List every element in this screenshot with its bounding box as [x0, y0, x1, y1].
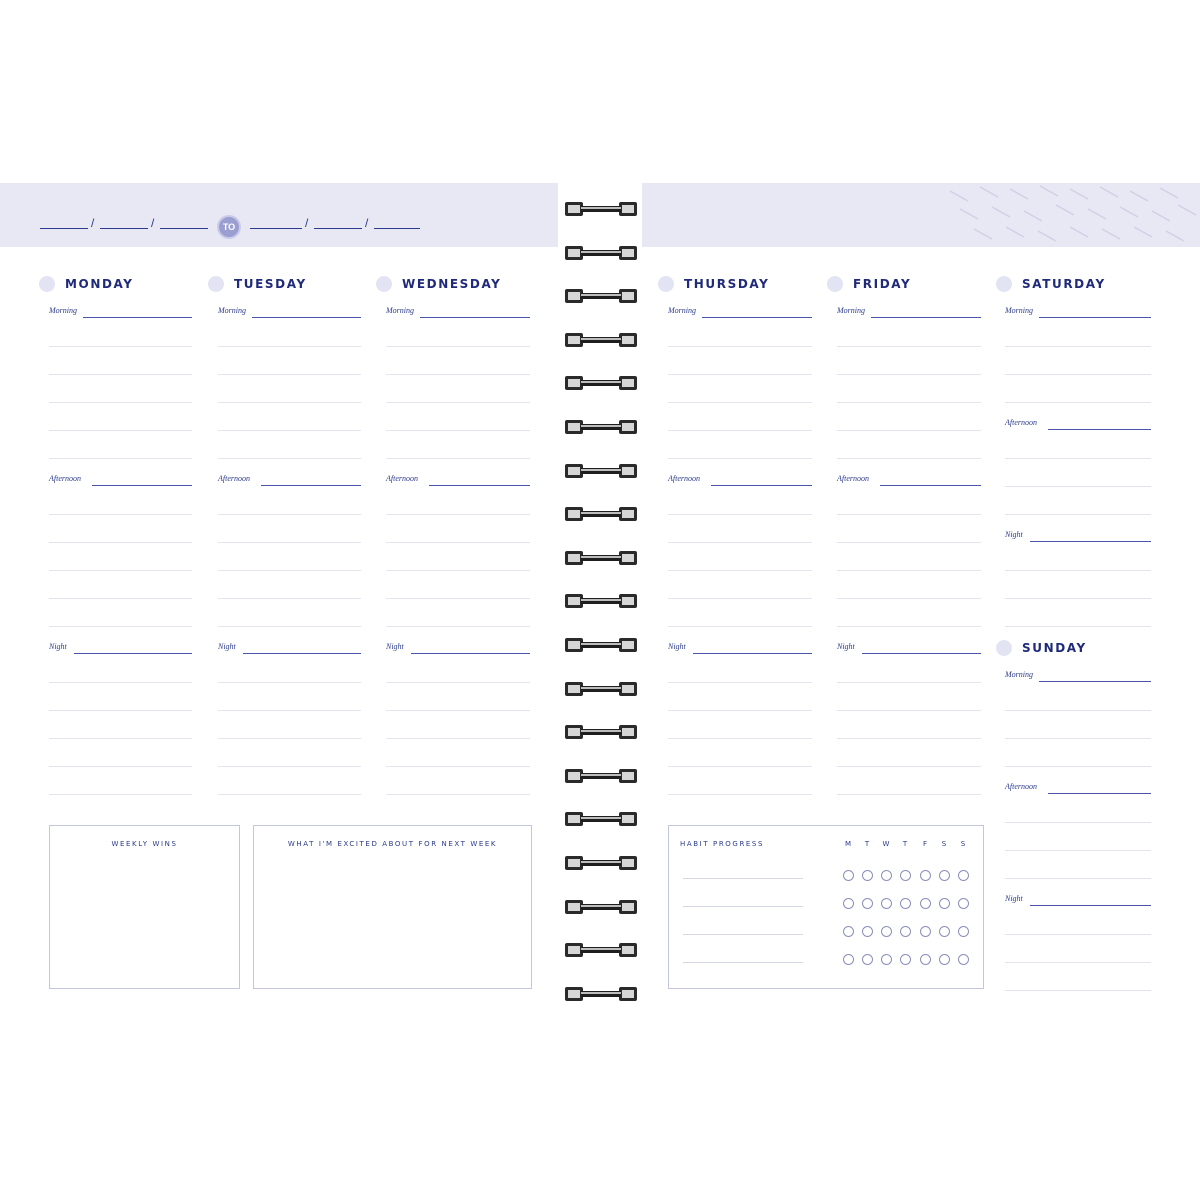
sunday-morning-line[interactable]	[1005, 766, 1151, 767]
saturday-afternoon-line[interactable]	[1005, 486, 1151, 487]
wednesday-night-underline[interactable]	[411, 653, 530, 654]
habit-circle-icon[interactable]	[862, 870, 873, 881]
monday-afternoon-line[interactable]	[49, 626, 192, 627]
saturday-title: SATURDAY	[1022, 277, 1106, 291]
day-bullet-icon	[996, 276, 1012, 292]
tuesday-morning	[218, 306, 361, 318]
tuesday-afternoon-line[interactable]	[218, 570, 361, 571]
saturday-night-label: Night	[1005, 530, 1023, 539]
sunday-afternoon-label: Afternoon	[1005, 782, 1037, 791]
saturday-afternoon	[1005, 418, 1151, 430]
sunday-morning	[1005, 670, 1151, 682]
habit-circle-icon[interactable]	[920, 954, 931, 965]
thursday-night	[668, 642, 812, 654]
thursday-afternoon-underline[interactable]	[711, 485, 812, 486]
friday-morning-line[interactable]	[837, 374, 981, 375]
wednesday-morning-line[interactable]	[386, 346, 530, 347]
wednesday-night-line[interactable]	[386, 794, 530, 795]
friday-morning	[837, 306, 981, 318]
thursday-night-line[interactable]	[668, 682, 812, 683]
excited-next-week-title: WHAT I'M EXCITED ABOUT FOR NEXT WEEK	[287, 840, 498, 848]
spiral-ring-icon	[565, 287, 637, 305]
spiral-ring-icon	[565, 680, 637, 698]
spiral-ring-icon	[565, 898, 637, 916]
thursday-morning-line[interactable]	[668, 402, 812, 403]
wednesday-title: WEDNESDAY	[402, 277, 502, 291]
habit-circle-icon[interactable]	[862, 898, 873, 909]
weekly-wins-title: WEEKLY WINS	[111, 840, 178, 848]
friday-morning-label: Morning	[837, 306, 865, 315]
tuesday-night-line[interactable]	[218, 794, 361, 795]
sunday-morning-label: Morning	[1005, 670, 1033, 679]
habit-progress-title: HABIT PROGRESS	[680, 840, 765, 848]
wednesday-afternoon-line[interactable]	[386, 542, 530, 543]
habit-circle-icon[interactable]	[939, 898, 950, 909]
sunday-morning-line[interactable]	[1005, 738, 1151, 739]
habit-circle-icon[interactable]	[900, 954, 911, 965]
habit-day-label: T	[902, 840, 908, 848]
saturday-night-underline[interactable]	[1030, 541, 1151, 542]
sunday-night-line[interactable]	[1005, 962, 1151, 963]
habit-circle-icon[interactable]	[900, 870, 911, 881]
monday-afternoon-line[interactable]	[49, 514, 192, 515]
tuesday-morning-line[interactable]	[218, 430, 361, 431]
wednesday-night-line[interactable]	[386, 738, 530, 739]
day-bullet-icon	[827, 276, 843, 292]
tuesday-morning-underline[interactable]	[252, 317, 361, 318]
friday-night-line[interactable]	[837, 710, 981, 711]
friday-title: FRIDAY	[853, 277, 912, 291]
sunday-morning-line[interactable]	[1005, 710, 1151, 711]
wednesday-morning-line[interactable]	[386, 402, 530, 403]
monday-night-line[interactable]	[49, 766, 192, 767]
wednesday-afternoon-label: Afternoon	[386, 474, 418, 483]
habit-name-line[interactable]	[683, 906, 803, 907]
monday-morning	[49, 306, 192, 318]
thursday-afternoon-line[interactable]	[668, 598, 812, 599]
habit-name-line[interactable]	[683, 962, 803, 963]
tuesday-night-underline[interactable]	[243, 653, 361, 654]
friday-morning-line[interactable]	[837, 346, 981, 347]
habit-circle-icon[interactable]	[958, 870, 969, 881]
saturday-afternoon-line[interactable]	[1005, 458, 1151, 459]
habit-circle-icon[interactable]	[881, 926, 892, 937]
monday-morning-underline[interactable]	[83, 317, 192, 318]
spiral-ring-icon	[565, 636, 637, 654]
weekly-wins-box[interactable]	[49, 825, 240, 989]
wednesday-night-line[interactable]	[386, 682, 530, 683]
monday-night-line[interactable]	[49, 794, 192, 795]
monday-morning-line[interactable]	[49, 430, 192, 431]
friday-afternoon-line[interactable]	[837, 626, 981, 627]
header-band-right	[642, 183, 1200, 247]
tuesday-night-line[interactable]	[218, 766, 361, 767]
spiral-ring-icon	[565, 418, 637, 436]
friday-afternoon-line[interactable]	[837, 598, 981, 599]
wednesday-afternoon-line[interactable]	[386, 598, 530, 599]
habit-circle-icon[interactable]	[862, 926, 873, 937]
wednesday-night-line[interactable]	[386, 710, 530, 711]
monday-afternoon-underline[interactable]	[92, 485, 192, 486]
spiral-ring-icon	[565, 723, 637, 741]
friday-afternoon-line[interactable]	[837, 570, 981, 571]
saturday-morning-label: Morning	[1005, 306, 1033, 315]
spiral-ring-icon	[565, 592, 637, 610]
tuesday-afternoon-label: Afternoon	[218, 474, 250, 483]
thursday-morning	[668, 306, 812, 318]
thursday-afternoon-line[interactable]	[668, 570, 812, 571]
spiral-ring-icon	[565, 854, 637, 872]
sunday-night-line[interactable]	[1005, 934, 1151, 935]
spiral-ring-icon	[565, 985, 637, 1003]
thursday-morning-label: Morning	[668, 306, 696, 315]
monday-night-underline[interactable]	[74, 653, 192, 654]
tuesday-night-line[interactable]	[218, 682, 361, 683]
wednesday-afternoon-underline[interactable]	[429, 485, 530, 486]
habit-circle-icon[interactable]	[843, 870, 854, 881]
habit-day-label: S	[941, 840, 947, 848]
habit-circle-icon[interactable]	[900, 898, 911, 909]
monday-morning-label: Morning	[49, 306, 77, 315]
spiral-ring-icon	[565, 331, 637, 349]
habit-circle-icon[interactable]	[958, 926, 969, 937]
date-separator: /	[151, 216, 155, 230]
tuesday-afternoon-line[interactable]	[218, 514, 361, 515]
habit-circle-icon[interactable]	[862, 954, 873, 965]
tuesday-night-line[interactable]	[218, 710, 361, 711]
excited-next-week-box[interactable]	[253, 825, 532, 989]
monday-afternoon	[49, 474, 192, 486]
date-separator: /	[365, 216, 369, 230]
friday-morning-line[interactable]	[837, 458, 981, 459]
habit-circle-icon[interactable]	[843, 898, 854, 909]
habit-name-line[interactable]	[683, 878, 803, 879]
saturday-night-line[interactable]	[1005, 626, 1151, 627]
monday-afternoon-line[interactable]	[49, 542, 192, 543]
saturday-morning-line[interactable]	[1005, 346, 1151, 347]
wednesday-morning-line[interactable]	[386, 458, 530, 459]
saturday-morning	[1005, 306, 1151, 318]
thursday-title: THURSDAY	[684, 277, 770, 291]
wednesday-afternoon-line[interactable]	[386, 570, 530, 571]
thursday-afternoon-label: Afternoon	[668, 474, 700, 483]
saturday-morning-line[interactable]	[1005, 374, 1151, 375]
date-end-month-field[interactable]	[250, 228, 302, 229]
tuesday-afternoon-underline[interactable]	[261, 485, 361, 486]
saturday-night-line[interactable]	[1005, 570, 1151, 571]
thursday-morning-line[interactable]	[668, 374, 812, 375]
thursday-night-underline[interactable]	[693, 653, 812, 654]
saturday-afternoon-line[interactable]	[1005, 514, 1151, 515]
habit-day-label: F	[922, 840, 928, 848]
sunday-title: SUNDAY	[1022, 641, 1087, 655]
monday-night-line[interactable]	[49, 710, 192, 711]
wednesday-afternoon-line[interactable]	[386, 626, 530, 627]
date-separator: /	[305, 216, 309, 230]
sunday-night	[1005, 894, 1151, 906]
monday-morning-line[interactable]	[49, 402, 192, 403]
day-bullet-icon	[658, 276, 674, 292]
tuesday-night-label: Night	[218, 642, 236, 651]
tuesday-morning-line[interactable]	[218, 374, 361, 375]
thursday-night-label: Night	[668, 642, 686, 651]
sunday-night-label: Night	[1005, 894, 1023, 903]
friday-night-line[interactable]	[837, 794, 981, 795]
day-bullet-icon	[996, 640, 1012, 656]
sunday-afternoon-line[interactable]	[1005, 822, 1151, 823]
day-bullet-icon	[376, 276, 392, 292]
habit-day-label: M	[844, 840, 852, 848]
monday-afternoon-line[interactable]	[49, 570, 192, 571]
friday-morning-line[interactable]	[837, 430, 981, 431]
tuesday-morning-label: Morning	[218, 306, 246, 315]
habit-progress-box[interactable]	[668, 825, 984, 989]
tuesday-night	[218, 642, 361, 654]
sunday-night-line[interactable]	[1005, 990, 1151, 991]
habit-circle-icon[interactable]	[881, 898, 892, 909]
habit-circle-icon[interactable]	[843, 954, 854, 965]
habit-circle-icon[interactable]	[881, 870, 892, 881]
date-start-year-field[interactable]	[160, 228, 208, 229]
friday-night-underline[interactable]	[862, 653, 981, 654]
saturday-afternoon-label: Afternoon	[1005, 418, 1037, 427]
wednesday-morning	[386, 306, 530, 318]
spiral-ring-icon	[565, 505, 637, 523]
friday-morning-line[interactable]	[837, 402, 981, 403]
tuesday-afternoon-line[interactable]	[218, 626, 361, 627]
thursday-night-line[interactable]	[668, 766, 812, 767]
habit-circle-icon[interactable]	[939, 870, 950, 881]
tuesday-night-line[interactable]	[218, 738, 361, 739]
date-separator: /	[91, 216, 95, 230]
friday-night-line[interactable]	[837, 766, 981, 767]
tuesday-afternoon-line[interactable]	[218, 598, 361, 599]
friday-afternoon-line[interactable]	[837, 514, 981, 515]
thursday-morning-underline[interactable]	[702, 317, 812, 318]
thursday-night-line[interactable]	[668, 794, 812, 795]
habit-circle-icon[interactable]	[958, 898, 969, 909]
saturday-night-line[interactable]	[1005, 598, 1151, 599]
sunday-afternoon-underline[interactable]	[1048, 793, 1151, 794]
sunday-afternoon-line[interactable]	[1005, 850, 1151, 851]
day-bullet-icon	[208, 276, 224, 292]
monday-afternoon-line[interactable]	[49, 598, 192, 599]
tuesday-morning-line[interactable]	[218, 458, 361, 459]
saturday-morning-line[interactable]	[1005, 402, 1151, 403]
monday-night	[49, 642, 192, 654]
spiral-ring-icon	[565, 549, 637, 567]
spiral-ring-icon	[565, 767, 637, 785]
spiral-ring-icon	[565, 810, 637, 828]
friday-night	[837, 642, 981, 654]
spiral-ring-icon	[565, 374, 637, 392]
tuesday-afternoon	[218, 474, 361, 486]
monday-morning-line[interactable]	[49, 458, 192, 459]
friday-night-label: Night	[837, 642, 855, 651]
thursday-afternoon-line[interactable]	[668, 542, 812, 543]
tuesday-morning-line[interactable]	[218, 346, 361, 347]
sunday-afternoon	[1005, 782, 1151, 794]
habit-circle-icon[interactable]	[958, 954, 969, 965]
friday-afternoon-label: Afternoon	[837, 474, 869, 483]
hatch-pattern	[940, 183, 1200, 247]
saturday-morning-underline[interactable]	[1039, 317, 1151, 318]
date-end-day-field[interactable]	[314, 228, 362, 229]
habit-circle-icon[interactable]	[881, 954, 892, 965]
wednesday-night-line[interactable]	[386, 766, 530, 767]
tuesday-title: TUESDAY	[234, 277, 307, 291]
thursday-morning-line[interactable]	[668, 346, 812, 347]
wednesday-morning-line[interactable]	[386, 430, 530, 431]
wednesday-night-label: Night	[386, 642, 404, 651]
thursday-morning-line[interactable]	[668, 458, 812, 459]
thursday-afternoon-line[interactable]	[668, 626, 812, 627]
thursday-afternoon-line[interactable]	[668, 514, 812, 515]
monday-night-line[interactable]	[49, 682, 192, 683]
saturday-afternoon-underline[interactable]	[1048, 429, 1151, 430]
habit-circle-icon[interactable]	[920, 898, 931, 909]
monday-night-label: Night	[49, 642, 67, 651]
monday-morning-line[interactable]	[49, 374, 192, 375]
tuesday-morning-line[interactable]	[218, 402, 361, 403]
wednesday-morning-line[interactable]	[386, 374, 530, 375]
friday-night-line[interactable]	[837, 738, 981, 739]
habit-circle-icon[interactable]	[939, 954, 950, 965]
header-band-left	[0, 183, 558, 247]
habit-circle-icon[interactable]	[939, 926, 950, 937]
spiral-ring-icon	[565, 462, 637, 480]
friday-afternoon-line[interactable]	[837, 542, 981, 543]
spiral-ring-icon	[565, 941, 637, 959]
wednesday-morning-label: Morning	[386, 306, 414, 315]
monday-title: MONDAY	[65, 277, 134, 291]
friday-afternoon	[837, 474, 981, 486]
habit-day-label: T	[864, 840, 870, 848]
habit-circle-icon[interactable]	[900, 926, 911, 937]
spiral-ring-icon	[565, 200, 637, 218]
saturday-night	[1005, 530, 1151, 542]
sunday-night-underline[interactable]	[1030, 905, 1151, 906]
monday-night-line[interactable]	[49, 738, 192, 739]
habit-circle-icon[interactable]	[920, 870, 931, 881]
habit-name-line[interactable]	[683, 934, 803, 935]
to-badge: TO	[217, 215, 241, 239]
tuesday-afternoon-line[interactable]	[218, 542, 361, 543]
wednesday-morning-underline[interactable]	[420, 317, 530, 318]
date-start-month-field[interactable]	[40, 228, 88, 229]
habit-circle-icon[interactable]	[843, 926, 854, 937]
habit-day-label: W	[882, 840, 890, 848]
date-end-year-field[interactable]	[374, 228, 420, 229]
thursday-night-line[interactable]	[668, 710, 812, 711]
thursday-afternoon	[668, 474, 812, 486]
wednesday-afternoon	[386, 474, 530, 486]
day-bullet-icon	[39, 276, 55, 292]
habit-day-label: S	[960, 840, 966, 848]
sunday-morning-underline[interactable]	[1039, 681, 1151, 682]
date-start-day-field[interactable]	[100, 228, 148, 229]
monday-afternoon-label: Afternoon	[49, 474, 81, 483]
thursday-night-line[interactable]	[668, 738, 812, 739]
habit-circle-icon[interactable]	[920, 926, 931, 937]
sunday-afternoon-line[interactable]	[1005, 878, 1151, 879]
spiral-ring-icon	[565, 244, 637, 262]
thursday-morning-line[interactable]	[668, 430, 812, 431]
wednesday-afternoon-line[interactable]	[386, 514, 530, 515]
friday-afternoon-underline[interactable]	[880, 485, 981, 486]
monday-morning-line[interactable]	[49, 346, 192, 347]
friday-morning-underline[interactable]	[871, 317, 981, 318]
friday-night-line[interactable]	[837, 682, 981, 683]
wednesday-night	[386, 642, 530, 654]
